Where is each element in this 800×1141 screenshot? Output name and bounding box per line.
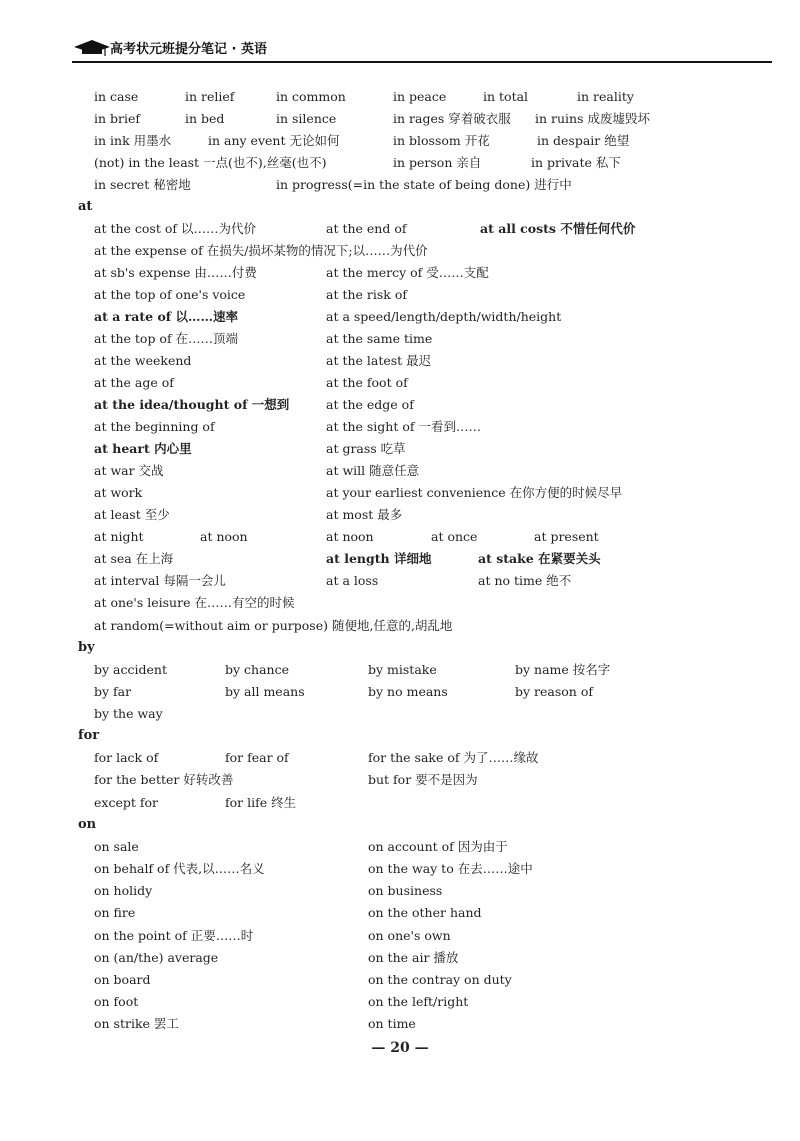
phrase-item: on time [368, 1016, 416, 1031]
phrase-item: on the other hand [368, 905, 482, 920]
phrase-item: in rages 穿着破衣服 [393, 111, 511, 126]
phrase-item: at the cost of 以……为代价 [94, 221, 256, 236]
phrase-item: in peace [393, 89, 447, 104]
phrase-item: by accident [94, 662, 167, 677]
phrase-item: at a loss [326, 573, 379, 588]
section-heading-at: at [78, 199, 93, 214]
section-heading-by: by [78, 640, 95, 655]
phrase-item: at grass 吃草 [326, 441, 406, 456]
phrase-item: in ink 用墨水 [94, 133, 172, 148]
phrase-item: on (an/the) average [94, 950, 219, 965]
phrase-item: at once [431, 529, 478, 544]
phrase-item: by chance [225, 662, 289, 677]
phrase-item: at the beginning of [94, 419, 215, 434]
phrase-item: at noon [326, 529, 374, 544]
phrase-item: on holidy [94, 883, 153, 898]
phrase-item-bold: at length 详细地 [326, 551, 432, 566]
phrase-item: on the point of 正要……时 [94, 928, 254, 943]
phrase-item: at the same time [326, 331, 433, 346]
phrase-item: at least 至少 [94, 507, 170, 522]
phrase-item: at noon [200, 529, 248, 544]
phrase-item: at war 交战 [94, 463, 164, 478]
phrase-item: at one's leisure 在……有空的时候 [94, 595, 295, 610]
phrase-item: in private 私下 [531, 155, 621, 170]
phrase-item: at a speed/length/depth/width/height [326, 309, 562, 324]
phrase-item: by far [94, 684, 132, 699]
phrase-item: on the left/right [368, 994, 469, 1009]
phrase-item: in brief [94, 111, 141, 126]
phrase-item: on the air 播放 [368, 950, 459, 965]
phrase-item: by reason of [515, 684, 593, 699]
phrase-item: at sb's expense 由……付费 [94, 265, 257, 280]
phrase-item: in silence [276, 111, 337, 126]
phrase-item-bold: at a rate of 以……速率 [94, 309, 239, 324]
phrase-item: at your earliest convenience 在你方便的时候尽早 [326, 485, 623, 500]
phrase-item-bold: at all costs 不惜任何代价 [480, 221, 636, 236]
phrase-item: for fear of [225, 750, 289, 765]
phrase-item: at the age of [94, 375, 174, 390]
phrase-item: by the way [94, 706, 163, 721]
page-number: — 20 — [371, 1040, 429, 1056]
phrase-item: on account of 因为由于 [368, 839, 508, 854]
phrase-item: (not) in the least 一点(也不),丝毫(也不) [94, 155, 327, 170]
phrase-item: in blossom 开花 [393, 133, 490, 148]
phrase-item: at the risk of [326, 287, 407, 302]
phrase-item: but for 要不是因为 [368, 772, 478, 787]
phrase-item: at the foot of [326, 375, 408, 390]
section-heading-for: for [78, 728, 100, 743]
phrase-item: in any event 无论如何 [208, 133, 340, 148]
phrase-item: by all means [225, 684, 305, 699]
phrase-item: in relief [185, 89, 235, 104]
phrase-item: by mistake [368, 662, 437, 677]
phrase-item: at the edge of [326, 397, 414, 412]
phrase-item: in case [94, 89, 139, 104]
phrase-item: by name 按名字 [515, 662, 611, 677]
phrase-item: on foot [94, 994, 139, 1009]
phrase-item: in progress(=in the state of being done) 进行中 [276, 177, 572, 192]
phrase-item: on fire [94, 905, 136, 920]
phrase-item: at the end of [326, 221, 407, 236]
phrase-item: on one's own [368, 928, 451, 943]
phrase-item: on sale [94, 839, 139, 854]
phrase-item: in total [483, 89, 529, 104]
phrase-item: at the top of one's voice [94, 287, 246, 302]
phrase-item: on behalf of 代表,以……名义 [94, 861, 265, 876]
phrase-item: in despair 绝望 [537, 133, 630, 148]
phrase-item: at the top of 在……顶端 [94, 331, 239, 346]
header-title: 高考状元班提分笔记 · 英语 [110, 42, 267, 57]
phrase-item: at the weekend [94, 353, 192, 368]
phrase-item: for the sake of 为了……缘故 [368, 750, 539, 765]
phrase-item: in person 亲自 [393, 155, 482, 170]
section-heading-on: on [78, 817, 97, 832]
phrase-item: at work [94, 485, 143, 500]
phrase-item: at the expense of 在损失/损坏某物的情况下;以……为代价 [94, 243, 428, 258]
phrase-item: in ruins 成废墟毁坏 [535, 111, 650, 126]
phrase-item-bold: at the idea/thought of 一想到 [94, 397, 290, 412]
phrase-item-bold: at stake 在紧要关头 [478, 551, 601, 566]
phrase-item: in common [276, 89, 346, 104]
phrase-item: at night [94, 529, 144, 544]
phrase-item: at present [534, 529, 599, 544]
phrase-item: in bed [185, 111, 225, 126]
phrase-item: for the better 好转改善 [94, 772, 234, 787]
phrase-item: on strike 罢工 [94, 1016, 179, 1031]
phrase-item: at will 随意任意 [326, 463, 420, 478]
phrase-item: on board [94, 972, 151, 987]
phrase-item: in secret 秘密地 [94, 177, 191, 192]
phrase-item: at the sight of 一看到…… [326, 419, 481, 434]
phrase-item: on the way to 在去……途中 [368, 861, 533, 876]
phrase-item: for life 终生 [225, 795, 297, 810]
phrase-item: at sea 在上海 [94, 551, 174, 566]
phrase-item: at most 最多 [326, 507, 403, 522]
phrase-item: at the mercy of 受……支配 [326, 265, 489, 280]
phrase-item: by no means [368, 684, 448, 699]
phrase-item-bold: at heart 内心里 [94, 441, 192, 456]
phrase-item: on business [368, 883, 443, 898]
phrase-item: except for [94, 795, 158, 810]
phrase-item: at the latest 最迟 [326, 353, 432, 368]
phrase-item: for lack of [94, 750, 159, 765]
phrase-item: on the contray on duty [368, 972, 512, 987]
phrase-item: in reality [577, 89, 634, 104]
phrase-item: at random(=without aim or purpose) 随便地,任意的,胡乱地 [94, 618, 453, 633]
phrase-item: at no time 绝不 [478, 573, 572, 588]
phrase-item: at interval 每隔一会儿 [94, 573, 226, 588]
